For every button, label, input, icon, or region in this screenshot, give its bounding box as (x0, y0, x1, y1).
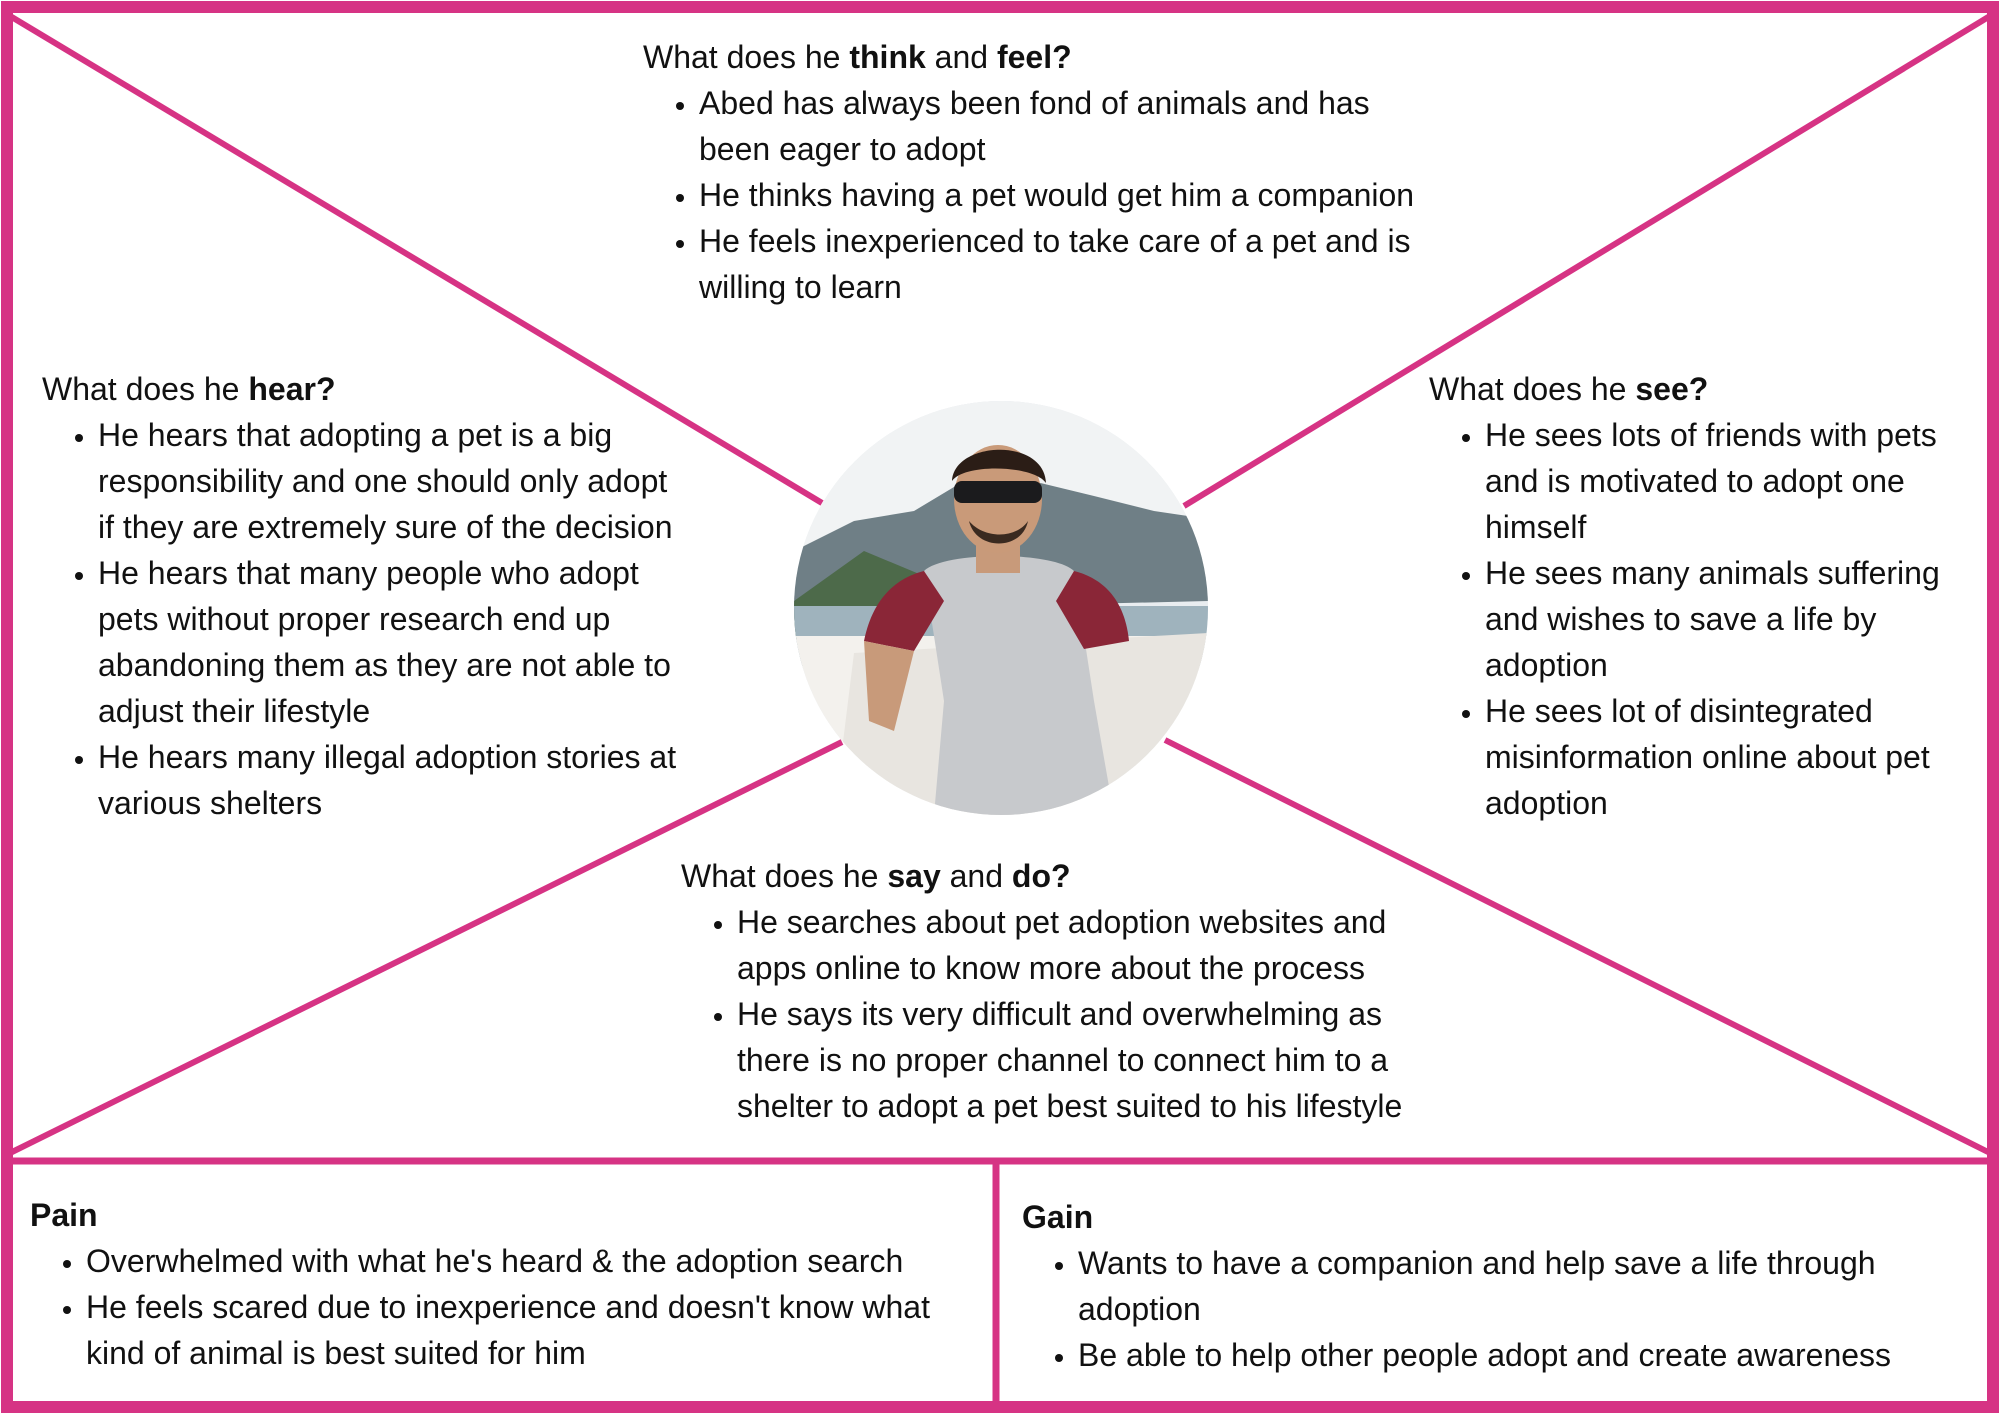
pain-title: Pain (30, 1197, 98, 1233)
think-feel-list (643, 80, 1423, 310)
list-item: • Abed has always been fond of animals and has been eager to adopt (699, 80, 1423, 172)
list-item: • He feels inexperienced to take care of a pet and is willing to learn (699, 218, 1423, 310)
see-list (1429, 412, 1969, 826)
list-item: • Wants to have a companion and help save a life through adoption (1078, 1240, 1982, 1332)
hear-heading: What does he hear? (42, 371, 336, 407)
say-do-heading: What does he say and do? (681, 858, 1071, 894)
say-do-section (681, 853, 1461, 1129)
gain-list (1022, 1240, 1982, 1378)
hear-section (42, 366, 682, 826)
list-item: • He thinks having a pet would get him a companion (699, 172, 1423, 218)
see-section (1429, 366, 1969, 826)
list-item: • He sees lots of friends with pets and is motivated to adopt one himself (1485, 412, 1969, 550)
think-feel-section (643, 34, 1423, 310)
list-item: • He hears that adopting a pet is a big responsibility and one should only adopt if they are extremely sure of the decision (98, 412, 682, 550)
gain-title: Gain (1022, 1199, 1094, 1235)
list-item: • He says its very difficult and overwhelming as there is no proper channel to connect him to a shelter to adopt a pet best suited to his lifestyle (737, 991, 1461, 1129)
list-item: • He sees lot of disintegrated misinformation online about pet adoption (1485, 688, 1969, 826)
list-item: • Overwhelmed with what he's heard & the adoption search (86, 1238, 990, 1284)
list-item: • Be able to help other people adopt and create awareness (1078, 1332, 1982, 1378)
hear-list (42, 412, 682, 826)
list-item: • He searches about pet adoption websites and apps online to know more about the process (737, 899, 1461, 991)
pain-section (30, 1192, 990, 1376)
gain-section (1022, 1194, 1982, 1378)
persona-avatar (794, 401, 1208, 815)
see-heading: What does he see? (1429, 371, 1709, 407)
list-item: • He hears that many people who adopt pets without proper research end up abandoning them as they are not able to adjust their lifestyle (98, 550, 682, 734)
list-item: • He hears many illegal adoption stories at various shelters (98, 734, 682, 826)
pain-list (30, 1238, 990, 1376)
say-do-list (681, 899, 1461, 1129)
think-feel-heading: What does he think and feel? (643, 39, 1072, 75)
list-item: • He feels scared due to inexperience and doesn't know what kind of animal is best suited for him (86, 1284, 990, 1376)
list-item: • He sees many animals suffering and wishes to save a life by adoption (1485, 550, 1969, 688)
